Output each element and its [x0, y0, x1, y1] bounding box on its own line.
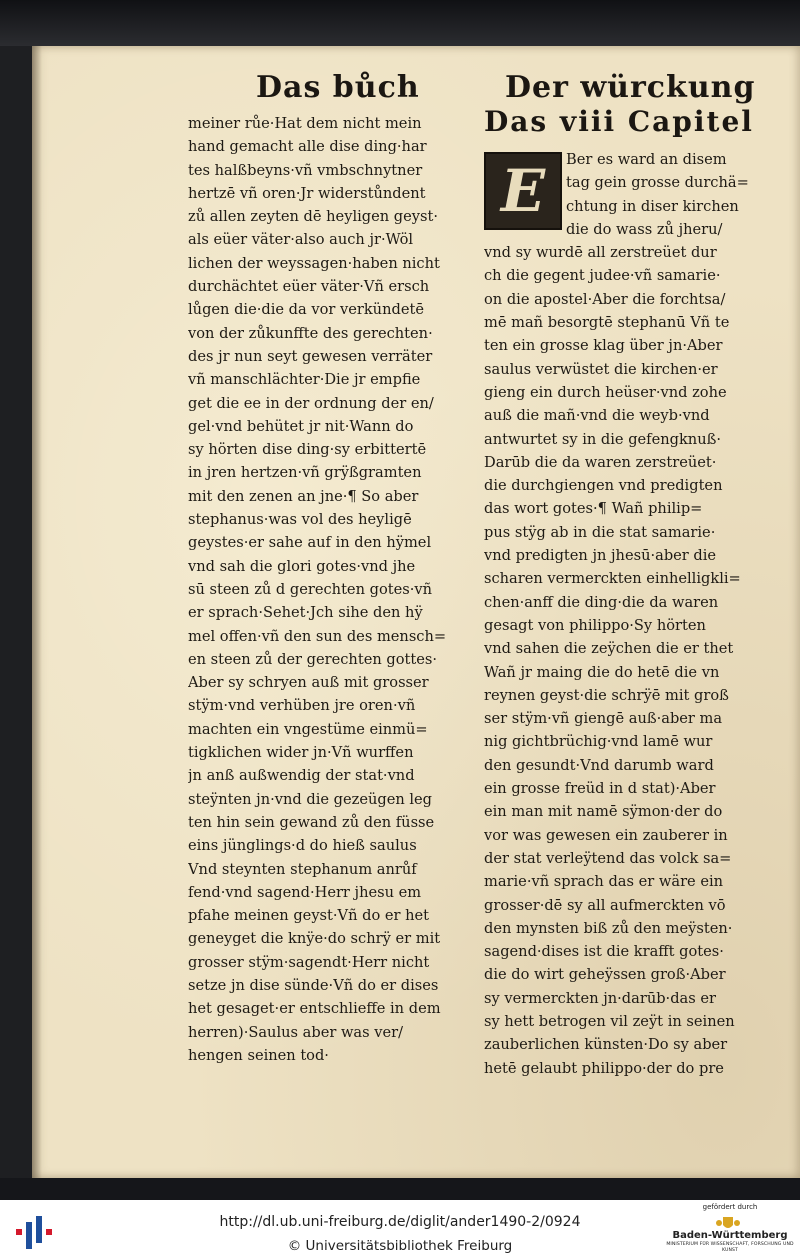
sponsor-ministry: MINISTERIUM FÜR WISSENSCHAFT, FORSCHUNG UND KUNST — [666, 1242, 794, 1253]
text-line: gel·vnd behütet jr nit·Wann do — [188, 417, 414, 435]
text-line: sy vermerckten jn·darūb·das er — [484, 989, 716, 1007]
sponsor-name: Baden-Württemberg — [672, 1230, 788, 1241]
text-line: mit den zenen an jne·¶ So aber — [188, 487, 419, 505]
text-line: meiner růe·Hat dem nicht mein — [188, 115, 422, 132]
running-head-left: Das bůch — [256, 70, 420, 105]
text-line: grosser·dē sy all aufmerckten vō — [484, 896, 726, 914]
text-line: hetē gelaubt philippo·der do pre — [484, 1059, 724, 1077]
text-line: gesagt von philippo·Sy hörten — [484, 616, 706, 634]
text-line: tes halßbeyns·vñ vmbschnytner — [188, 161, 423, 179]
text-line: mel offen·vñ den sun des mensch= — [188, 627, 447, 645]
text-line: vnd sahen die zeÿchen die er thet — [484, 640, 734, 658]
text-line: zauberlichen künsten·Do sy aber — [484, 1036, 728, 1054]
text-line: die do wirt geheÿssen groß·Aber — [484, 966, 726, 984]
scan-top-edge — [0, 0, 800, 46]
scan-bottom-edge — [0, 1178, 800, 1200]
text-line: vor was gewesen ein zauberer in — [484, 826, 728, 844]
text-line: der stat verleÿtend das volck sa= — [484, 849, 732, 867]
text-line: on die apostel·Aber die forchtsa/ — [484, 290, 726, 308]
text-line: Vnd steynten stephanum anrůf — [188, 860, 417, 878]
text-line: reynen geyst·die schrÿē mit groß — [484, 686, 729, 704]
sponsor-label: gefördert durch — [702, 1203, 758, 1211]
left-text-column — [188, 112, 468, 1067]
text-line: den mynsten biß zů den meÿsten· — [484, 919, 733, 937]
text-line: nig gichtbrüchig·vnd lamē wur — [484, 733, 713, 751]
text-line: geneyget die knÿe·do schrÿ er mit — [188, 930, 441, 948]
text-line: steÿnten jn·vnd die gezeügen leg — [188, 790, 433, 808]
text-line: vnd predigten jn jhesū·aber die — [484, 547, 717, 565]
text-line: vñ manschlächter·Die jr empfie — [188, 371, 421, 389]
text-line: Wañ jr maing die do hetē die vn — [484, 663, 720, 681]
document-url[interactable]: http://dl.ub.uni-freiburg.de/diglit/ander1490-2/0924 — [219, 1214, 581, 1230]
text-line: tag gein grosse durchä= — [566, 174, 749, 192]
text-line: fend·vnd sagend·Herr jhesu em — [188, 883, 422, 901]
chapter-heading: Das viii Capitel — [484, 105, 754, 138]
text-line: grosser stÿm·sagendt·Herr nicht — [188, 953, 430, 971]
text-line: lůgen die·die da vor verkündetē — [188, 301, 424, 319]
text-line: en steen zů der gerechten gottes· — [188, 650, 437, 668]
text-line: das wort gotes·¶ Wañ philip= — [484, 500, 703, 518]
text-line: sy hett betrogen vil zeÿt in seinen — [484, 1012, 735, 1030]
right-text-column — [484, 148, 774, 1080]
text-line: die durchgiengen vnd predigten — [484, 477, 723, 495]
text-line: zů allen zeyten dē heyligen geyst· — [188, 208, 439, 226]
state-crest-icon — [715, 1214, 741, 1234]
text-line: tigklichen wider jn·Vñ wurffen — [188, 744, 414, 762]
text-line: von der zůkunffte des gerechten· — [188, 324, 433, 342]
text-line: als eüer väter·also auch jr·Wöl — [188, 231, 414, 249]
text-line: pus stÿg ab in die stat samarie· — [484, 523, 716, 541]
text-line: herren)·Saulus aber was ver/ — [188, 1023, 404, 1041]
running-head-right: Der würckung — [505, 70, 756, 105]
text-line: mē mañ besorgtē stephanū Vñ te — [484, 314, 730, 332]
text-line: den gesundt·Vnd darumb ward — [484, 756, 714, 774]
text-line: pfahe meinen geyst·Vñ do er het — [188, 907, 430, 925]
text-line: Aber sy schryen auß mit grosser — [188, 674, 429, 692]
text-line: hengen seinen tod· — [188, 1046, 329, 1064]
text-line: er sprach·Sehet·Jch sihe den hÿ — [188, 604, 423, 622]
text-line: eins jünglings·d do hieß saulus — [188, 837, 417, 855]
text-line: hand gemacht alle dise ding·har — [188, 138, 427, 156]
text-line: scharen vermerckten einhelligkli= — [484, 570, 741, 588]
text-line: vnd sy wurdē all zerstreüet dur — [484, 244, 717, 262]
text-line: vnd sah die glori gotes·vnd jhe — [188, 557, 416, 575]
page-gutter-shadow — [32, 46, 42, 1178]
text-line: het gesaget·er entschlieffe in dem — [188, 1000, 441, 1018]
text-line: ser stÿm·vñ giengē auß·aber ma — [484, 710, 723, 728]
text-line: ein man mit namē sÿmon·der do — [484, 803, 723, 821]
text-line: sy hörten dise ding·sy erbittertē — [188, 441, 427, 459]
text-line: jn anß außwendig der stat·vnd — [188, 767, 415, 785]
text-line: ch die gegent judee·vñ samarie· — [484, 267, 721, 285]
text-line: chtung in diser kirchen — [566, 197, 739, 215]
initial-letter: E — [500, 157, 546, 225]
text-line: gieng ein durch heüser·vnd zohe — [484, 383, 727, 401]
text-line: stephanus·was vol des heyligē — [188, 511, 412, 529]
copyright-notice: © Universitätsbibliothek Freiburg — [287, 1238, 513, 1254]
text-line: des jr nun seyt gewesen verräter — [188, 347, 433, 365]
text-line: hertzē vñ oren·Jr widerstůndent — [188, 184, 426, 202]
text-line: geystes·er sahe auf in den hÿmel — [188, 534, 432, 552]
text-line: die do wass zů jheru/ — [566, 220, 723, 238]
text-line: ten ein grosse klag über jn·Aber — [484, 337, 723, 355]
text-line: machten ein vngestüme einmü= — [188, 720, 428, 738]
text-line: stÿm·vnd verhüben jre oren·vñ — [188, 697, 416, 715]
text-line: Darūb die da waren zerstreüet· — [484, 453, 717, 471]
text-line: antwurtet sy in die gefengknuß· — [484, 430, 721, 448]
text-line: sū steen zů d gerechten gotes·vñ — [188, 580, 433, 598]
text-line: ten hin sein gewand zů den füsse — [188, 813, 435, 831]
text-line: chen·anff die ding·die da waren — [484, 593, 719, 611]
text-line: get die ee in der ordnung der en/ — [188, 394, 434, 412]
text-line: lichen der weyssagen·haben nicht — [188, 254, 440, 272]
text-line: sagend·dises ist die krafft gotes· — [484, 943, 724, 961]
text-line: Ber es ward an disem — [566, 151, 727, 168]
text-line: ein grosse freüd in d stat)·Aber — [484, 780, 716, 798]
text-line: in jren hertzen·vñ grÿßgramten — [188, 464, 422, 482]
text-line: setze jn dise sünde·Vñ do er dises — [188, 976, 439, 994]
text-line: marie·vñ sprach das er wäre ein — [484, 873, 724, 891]
text-line: durchächtet eüer väter·Vñ ersch — [188, 278, 430, 296]
text-line: auß die mañ·vnd die weyb·vnd — [484, 407, 710, 425]
text-line: saulus verwüstet die kirchen·er — [484, 360, 718, 378]
